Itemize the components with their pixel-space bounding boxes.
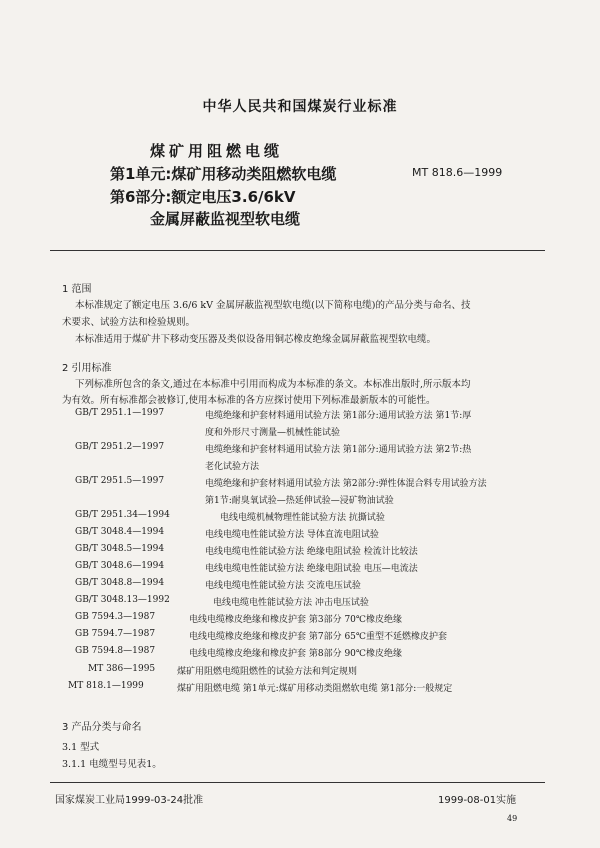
reference-title-continuation: 老化试验方法 — [205, 462, 260, 472]
reference-title: 电线电缆电性能试验方法 导体直流电阻试验 — [205, 530, 379, 540]
reference-title: 电缆绝缘和护套材料通用试验方法 第1部分:通用试验方法 第1节:厚 — [205, 411, 472, 421]
reference-title: 电线电缆橡皮绝缘和橡皮护套 第8部分 90℃橡皮绝缘 — [189, 649, 402, 659]
footer-rule — [50, 782, 545, 783]
reference-code: GB/T 3048.8—1994 — [75, 578, 165, 588]
reference-code: GB/T 2951.1—1997 — [75, 408, 165, 418]
reference-title: 电线电缆电性能试验方法 交流电压试验 — [205, 581, 361, 591]
reference-title-continuation: 第1节:耐臭氧试验—热延伸试验—浸矿物油试验 — [205, 496, 394, 506]
page-number: 49 — [507, 814, 518, 823]
standard-number: MT 818.6—1999 — [412, 166, 503, 179]
title-line-1: 煤矿用阻燃电缆 — [150, 142, 284, 160]
header-rule — [50, 250, 545, 251]
title-line-4: 金属屏蔽监视型软电缆 — [150, 210, 301, 228]
section-3-heading: 3 产品分类与命名 — [62, 722, 142, 733]
reference-title: 电线电缆机械物理性能试验方法 抗撕试验 — [220, 513, 385, 523]
reference-code: MT 818.1—1999 — [68, 681, 144, 691]
section-1-p1b: 术要求、试验方法和检验规则。 — [62, 317, 196, 328]
reference-title: 煤矿用阻燃电缆 第1单元:煤矿用移动类阻燃软电缆 第1部分:一般规定 — [177, 684, 453, 694]
section-3-1-1: 3.1.1 电缆型号见表1。 — [62, 759, 162, 770]
reference-code: GB 7594.7—1987 — [75, 629, 156, 639]
title-line-3: 第6部分:额定电压3.6/6kV — [110, 188, 296, 206]
reference-code: GB/T 2951.2—1997 — [75, 442, 165, 452]
reference-title: 电线电缆橡皮绝缘和橡皮护套 第3部分 70℃橡皮绝缘 — [189, 615, 402, 625]
section-2-heading: 2 引用标准 — [62, 363, 112, 374]
reference-code: GB/T 3048.13—1992 — [75, 595, 170, 605]
effective-date: 1999-08-01实施 — [438, 795, 517, 806]
section-2-intro-b: 为有效。所有标准都会被修订,使用本标准的各方应探讨使用下列标准最新版本的可能性。 — [62, 395, 436, 406]
section-1-heading: 1 范围 — [62, 284, 92, 295]
reference-code: GB/T 3048.4—1994 — [75, 527, 165, 537]
reference-code: GB 7594.8—1987 — [75, 646, 156, 656]
reference-code: MT 386—1995 — [88, 664, 156, 674]
reference-title-continuation: 度和外形尺寸测量—机械性能试验 — [205, 428, 341, 438]
reference-title: 电缆绝缘和护套材料通用试验方法 第1部分:通用试验方法 第2节:热 — [205, 445, 472, 455]
section-1-p1a: 本标准规定了额定电压 3.6/6 kV 金属屏蔽监视型软电缆(以下简称电缆)的产品分类与命名、技 — [75, 300, 471, 311]
section-2-intro-a: 下列标准所包含的条文,通过在本标准中引用而构成为本标准的条文。本标准出版时,所示版本均 — [75, 379, 471, 390]
reference-title: 电缆绝缘和护套材料通用试验方法 第2部分:弹性体混合料专用试验方法 — [205, 479, 487, 489]
section-3-1: 3.1 型式 — [62, 742, 100, 753]
reference-code: GB/T 2951.34—1994 — [75, 510, 170, 520]
section-1-p2: 本标准适用于煤矿井下移动变压器及类似设备用铜芯橡皮绝缘金属屏蔽监视型软电缆。 — [75, 334, 437, 345]
reference-title: 电线电缆电性能试验方法 绝缘电阻试验 电压—电流法 — [205, 564, 418, 574]
title-line-2: 第1单元:煤矿用移动类阻燃软电缆 — [110, 165, 337, 183]
reference-code: GB/T 2951.5—1997 — [75, 476, 165, 486]
reference-title: 电线电缆电性能试验方法 绝缘电阻试验 检流计比较法 — [205, 547, 418, 557]
reference-title: 煤矿用阻燃电缆阻燃性的试验方法和判定规则 — [177, 667, 358, 677]
document-header: 中华人民共和国煤炭行业标准 — [202, 99, 398, 115]
reference-code: GB 7594.3—1987 — [75, 612, 156, 622]
reference-code: GB/T 3048.5—1994 — [75, 544, 165, 554]
reference-code: GB/T 3048.6—1994 — [75, 561, 165, 571]
approval-text: 国家煤炭工业局1999-03-24批准 — [55, 795, 204, 806]
reference-title: 电线电缆橡皮绝缘和橡皮护套 第7部分 65℃重型不延燃橡皮护套 — [189, 632, 447, 642]
reference-title: 电线电缆电性能试验方法 冲击电压试验 — [213, 598, 369, 608]
